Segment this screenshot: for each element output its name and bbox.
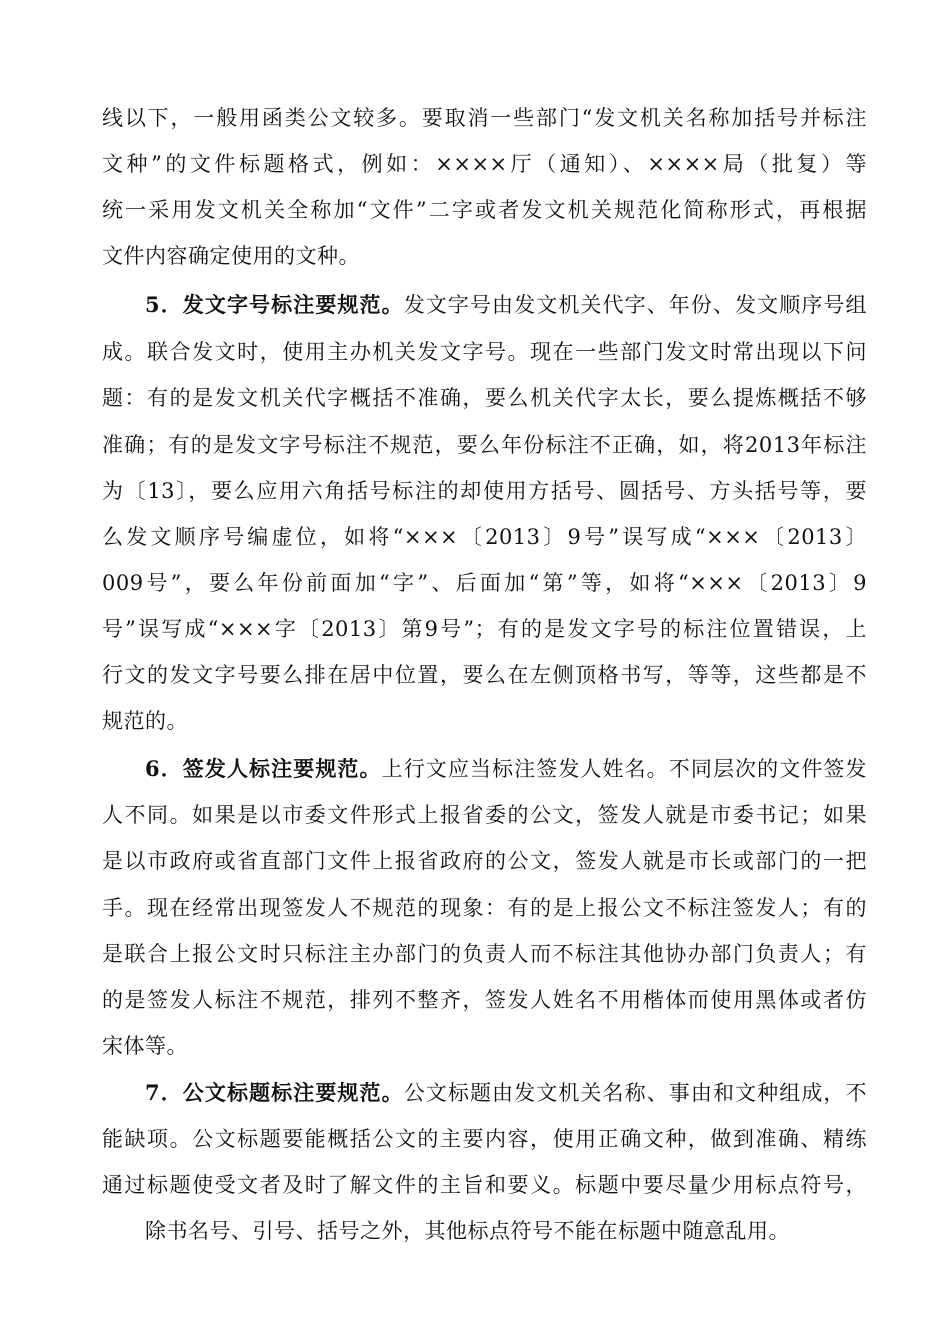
section-6-text: 上行文应当标注签发人姓名。不同层次的文件签发 <box>381 757 867 781</box>
text-line: 文种”的文件标题格式，例如：××××厅（通知）、××××局（批复）等 <box>102 152 867 176</box>
section-6-heading: 6．签发人标注要规范。 <box>145 756 382 781</box>
section-5-first-line <box>145 282 867 328</box>
text-line: 规范的。 <box>102 709 188 733</box>
section-5-text: 发文字号由发文机关代字、年份、发文顺序号组 <box>403 293 867 317</box>
section-7-text: 公文标题由发文机关名称、事由和文种组成，不 <box>403 1081 867 1105</box>
text-line: 通过标题使受文者及时了解文件的主旨和要义。标题中要尽量少用标点符号， <box>102 1173 867 1197</box>
text-line: 么发文顺序号编虚位，如将“×××〔2013〕9号”误写成“×××〔2013〕 <box>102 525 867 549</box>
text-line: 的是签发人标注不规范，排列不整齐，签发人姓名不用楷体而使用黑体或者仿 <box>102 988 867 1012</box>
text-line: 是以市政府或省直部门文件上报省政府的公文，签发人就是市长或部门的一把 <box>102 849 867 873</box>
text-line: 号”误写成“×××字〔2013〕第9号”；有的是发文字号的标注位置错误，上 <box>102 617 867 641</box>
text-line: 人不同。如果是以市委文件形式上报省委的公文，签发人就是市委书记；如果 <box>102 803 867 827</box>
text-line: 行文的发文字号要么排在居中位置，要么在左侧顶格书写，等等，这些都是不 <box>102 663 867 687</box>
text-line: 宋体等。 <box>102 1034 188 1058</box>
text-line: 线以下，一般用函类公文较多。要取消一些部门“发文机关名称加括号并标注 <box>102 106 867 130</box>
text-line: 文件内容确定使用的文种。 <box>102 244 360 268</box>
text-line: 能缺项。公文标题要能概括公文的主要内容，使用正确文种，做到准确、精练 <box>102 1127 867 1151</box>
section-5-heading: 5．发文字号标注要规范。 <box>145 292 404 317</box>
section-6-first-line <box>145 746 867 792</box>
text-line: 009号”，要么年份前面加“字”、后面加“第”等，如将“×××〔2013〕9 <box>102 571 867 595</box>
text-line: 是联合上报公文时只标注主办部门的负责人而不标注其他协办部门负责人；有 <box>102 942 867 966</box>
text-line: 成。联合发文时，使用主办机关发文字号。现在一些部门发文时常出现以下问 <box>102 340 867 364</box>
text-line: 准确；有的是发文字号标注不规范，要么年份标注不正确，如，将2013年标注 <box>102 433 867 457</box>
text-line: 题：有的是发文机关代字概括不准确，要么机关代字太长，要么提炼概括不够 <box>102 386 867 410</box>
text-line: 为〔13〕，要么应用六角括号标注的却使用方括号、圆括号、方头括号等，要 <box>102 479 867 503</box>
section-7-first-line <box>145 1070 867 1116</box>
section-7-heading: 7．公文标题标注要规范。 <box>145 1080 404 1105</box>
text-line: 统一采用发文机关全称加“文件”二字或者发文机关规范化简称形式，再根据 <box>102 198 867 222</box>
text-line: 手。现在经常出现签发人不规范的现象：有的是上报公文不标注签发人；有的 <box>102 896 867 920</box>
text-line: 除书名号、引号、括号之外，其他标点符号不能在标题中随意乱用。 <box>145 1219 790 1243</box>
